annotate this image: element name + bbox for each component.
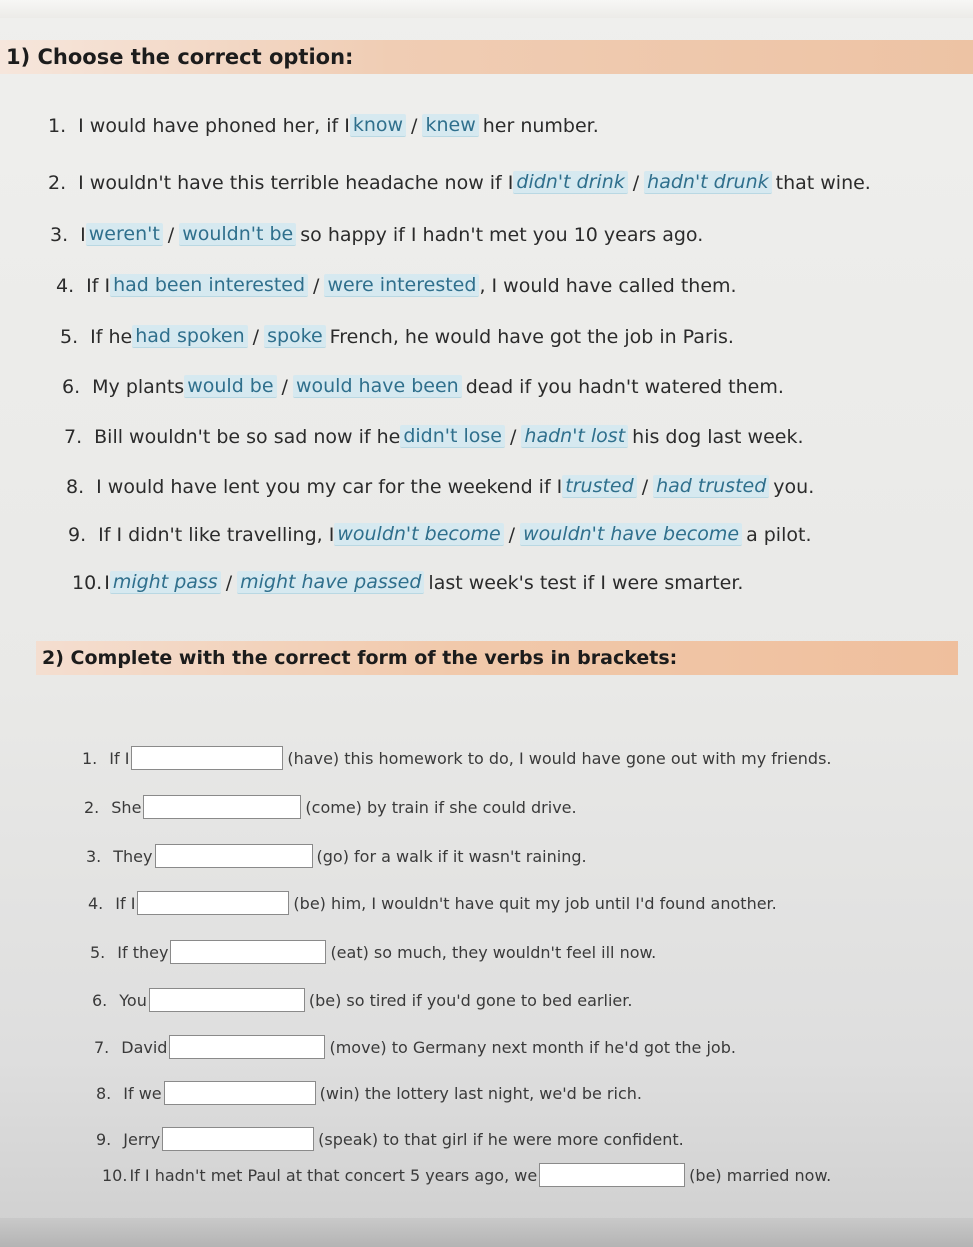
item-text-after: (speak) to that girl if he were more confident.: [318, 1129, 684, 1149]
ex2-item-7: [94, 1035, 736, 1059]
item-text-after: (eat) so much, they wouldn't feel ill now.: [330, 942, 657, 962]
ex1-item-3: [50, 223, 703, 246]
option-a[interactable]: trusted: [562, 475, 636, 498]
answer-input[interactable]: [169, 1035, 325, 1059]
item-text-before: If he: [90, 325, 133, 348]
item-text-before: If they: [117, 942, 169, 962]
ex1-item-5: [60, 325, 734, 348]
item-text-after: (win) the lottery last night, we'd be rich.: [319, 1083, 642, 1103]
item-text-after: (be) so tired if you'd gone to bed earlier.: [308, 990, 633, 1010]
item-text-before: I wouldn't have this terrible headache now if I: [78, 171, 514, 194]
ex1-item-8: [66, 475, 814, 498]
item-text-after: (come) by train if she could drive.: [305, 797, 577, 817]
item-text-after: French, he would have got the job in Paris.: [329, 325, 734, 348]
option-a[interactable]: wouldn't become: [334, 523, 503, 546]
ex2-item-3: [86, 844, 587, 868]
item-number: 4.: [88, 893, 104, 913]
ex1-item-7: [64, 425, 804, 448]
answer-input[interactable]: [170, 940, 326, 964]
ex2-item-8: [96, 1081, 642, 1105]
ex1-item-1: [48, 114, 599, 137]
item-text-before: David: [121, 1037, 168, 1057]
answer-input[interactable]: [131, 746, 283, 770]
answer-input[interactable]: [155, 844, 313, 868]
item-text-after: a pilot.: [746, 523, 812, 546]
option-a[interactable]: didn't lose: [400, 425, 505, 448]
exercise2-heading: 2) Complete with the correct form of the verbs in brackets:: [36, 641, 958, 675]
ex2-item-10: [102, 1163, 831, 1187]
ex1-item-9: [68, 523, 811, 546]
ex1-item-6: [62, 375, 784, 398]
item-text-after: (be) him, I wouldn't have quit my job until I'd found another.: [293, 893, 777, 913]
item-number: 2.: [48, 171, 67, 194]
item-text-before: Bill wouldn't be so sad now if he: [94, 425, 401, 448]
ex2-item-4: [88, 891, 777, 915]
item-text-after: (move) to Germany next month if he'd got the job.: [329, 1037, 736, 1057]
option-b[interactable]: might have passed: [237, 571, 424, 594]
item-text-before: I: [80, 223, 86, 246]
option-separator: /: [167, 223, 175, 246]
option-separator: /: [508, 523, 516, 546]
item-number: 5.: [60, 325, 79, 348]
item-text-after: last week's test if I were smarter.: [428, 571, 744, 594]
option-separator: /: [225, 571, 233, 594]
page-top-edge: [0, 0, 973, 18]
item-number: 8.: [96, 1083, 112, 1103]
item-text-after: dead if you hadn't watered them.: [465, 375, 784, 398]
item-text-after: (be) married now.: [689, 1165, 832, 1185]
item-number: 3.: [86, 846, 102, 866]
option-a[interactable]: had been interested: [110, 274, 308, 297]
option-a[interactable]: would be: [184, 375, 276, 398]
ex2-item-9: [96, 1127, 684, 1151]
item-text-after: (go) for a walk if it wasn't raining.: [316, 846, 587, 866]
item-number: 4.: [56, 274, 75, 297]
item-text-before: Jerry: [123, 1129, 161, 1149]
option-a[interactable]: know: [350, 114, 406, 137]
item-number: 6.: [92, 990, 108, 1010]
item-number: 3.: [50, 223, 69, 246]
item-number: 8.: [66, 475, 85, 498]
item-number: 10.: [72, 571, 103, 594]
answer-input[interactable]: [539, 1163, 685, 1187]
item-text-before: If I hadn't met Paul at that concert 5 years ago, we: [129, 1165, 538, 1185]
option-separator: /: [411, 114, 418, 137]
item-text-after: her number.: [482, 114, 599, 137]
option-b[interactable]: had trusted: [653, 475, 769, 498]
item-text-before: My plants: [92, 375, 185, 398]
option-separator: /: [313, 274, 320, 297]
option-b[interactable]: were interested: [324, 274, 479, 297]
item-number: 5.: [90, 942, 106, 962]
option-a[interactable]: didn't drink: [513, 171, 627, 194]
ex2-item-1: [82, 746, 832, 770]
option-separator: /: [281, 375, 288, 398]
item-number: 10.: [102, 1165, 128, 1185]
option-separator: /: [641, 475, 649, 498]
ex2-item-5: [90, 940, 656, 964]
item-text-after: , I would have called them.: [479, 274, 737, 297]
item-text-after: so happy if I hadn't met you 10 years ago.: [300, 223, 704, 246]
option-b[interactable]: hadn't drunk: [644, 171, 771, 194]
answer-input[interactable]: [143, 795, 301, 819]
ex2-item-2: [84, 795, 577, 819]
page-bottom-edge: [0, 1218, 973, 1247]
option-b[interactable]: would have been: [293, 375, 462, 398]
item-text-before: If I: [115, 893, 136, 913]
item-text-before: I would have lent you my car for the weekend if I: [96, 475, 563, 498]
item-text-before: If I: [109, 748, 130, 768]
item-text-after: his dog last week.: [632, 425, 804, 448]
option-b[interactable]: wouldn't have become: [520, 523, 742, 546]
item-number: 6.: [62, 375, 81, 398]
option-a[interactable]: had spoken: [132, 325, 247, 348]
item-number: 7.: [64, 425, 83, 448]
item-text-before: She: [111, 797, 142, 817]
item-text-before: I: [104, 571, 110, 594]
item-number: 9.: [96, 1129, 112, 1149]
exercise1-heading: 1) Choose the correct option:: [0, 40, 973, 74]
answer-input[interactable]: [137, 891, 289, 915]
option-separator: /: [510, 425, 517, 448]
option-b[interactable]: hadn't lost: [521, 425, 628, 448]
ex1-item-4: [56, 274, 737, 297]
ex1-item-10: [72, 571, 743, 594]
answer-input[interactable]: [149, 988, 305, 1012]
option-b[interactable]: wouldn't be: [179, 223, 296, 246]
item-text-after: that wine.: [775, 171, 871, 194]
item-number: 1.: [48, 114, 67, 137]
option-a[interactable]: weren't: [86, 223, 163, 246]
item-text-after: you.: [773, 475, 815, 498]
item-text-after: (have) this homework to do, I would have gone out with my friends.: [287, 748, 832, 768]
item-text-before: If I didn't like travelling, I: [98, 523, 335, 546]
item-text-before: If I: [86, 274, 111, 297]
item-text-before: You: [119, 990, 147, 1010]
option-separator: /: [632, 171, 640, 194]
item-number: 2.: [84, 797, 100, 817]
option-separator: /: [252, 325, 260, 348]
ex1-item-2: [48, 171, 871, 194]
option-a[interactable]: might pass: [110, 571, 221, 594]
item-text-before: If we: [123, 1083, 162, 1103]
option-b[interactable]: spoke: [264, 325, 326, 348]
item-number: 1.: [82, 748, 98, 768]
ex2-item-6: [92, 988, 632, 1012]
item-text-before: I would have phoned her, if I: [78, 114, 350, 137]
answer-input[interactable]: [162, 1127, 314, 1151]
item-text-before: They: [113, 846, 153, 866]
answer-input[interactable]: [164, 1081, 316, 1105]
option-b[interactable]: knew: [422, 114, 478, 137]
item-number: 9.: [68, 523, 87, 546]
item-number: 7.: [94, 1037, 110, 1057]
